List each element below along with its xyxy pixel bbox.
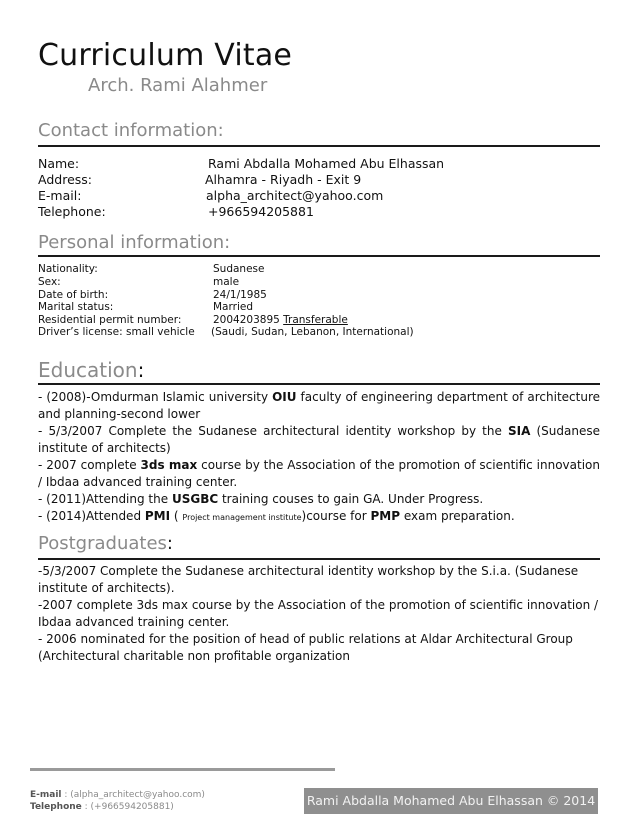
education-item: - 5/3/2007 Complete the Sudanese architectural identity workshop by the SIA (Sudanese institute of architects): [38, 424, 600, 455]
contact-email-value: alpha_architect@yahoo.com: [206, 188, 384, 203]
contact-email-label: E-mail:: [38, 188, 82, 203]
permit-number: 2004203895: [213, 314, 280, 326]
license-value: (Saudi, Sudan, Lebanon, International): [211, 326, 414, 338]
contact-name-value: Rami Abdalla Mohamed Abu Elhassan: [208, 156, 445, 171]
education-item: - (2014)Attended PMI ( Project management institute)course for PMP exam preparation.: [38, 509, 515, 523]
education-heading-text: Education: [38, 358, 138, 382]
sex-label: Sex:: [38, 276, 61, 288]
author-name: Arch. Rami Alahmer: [88, 75, 268, 96]
footer-contact: [30, 789, 205, 813]
footer-phone: Telephone : (+966594205881): [30, 802, 174, 812]
education-divider: [38, 383, 600, 385]
sex-value: male: [213, 276, 240, 288]
education-heading-colon: :: [137, 358, 145, 382]
footer-divider: [30, 768, 335, 771]
postgraduate-item: -2007 complete 3ds max course by the Association of the promotion of scientific innovation / Ibdaa advanced training center.: [38, 598, 599, 629]
postgraduates-divider: [38, 558, 600, 560]
education-item: - 2007 complete 3ds max course by the Association of the promotion of scientific innovation / Ibdaa advanced training center.: [38, 458, 600, 489]
personal-heading: Personal information:: [38, 232, 231, 253]
contact-heading: Contact information:: [38, 120, 224, 141]
permit-label: Residential permit number:: [38, 314, 182, 326]
education-item: - (2008)-Omdurman Islamic university OIU faculty of engineering department of architecture and planning-second lower: [38, 390, 601, 421]
education-item: - (2011)Attending the USGBC training couses to gain GA. Under Progress.: [38, 492, 484, 506]
education-heading: [38, 358, 144, 382]
postgraduates-heading-colon: :: [166, 533, 173, 554]
postgraduates-heading: [38, 533, 173, 554]
contact-name-label: Name:: [38, 156, 80, 171]
personal-divider: [38, 255, 600, 257]
dob-value: 24/1/1985: [213, 289, 267, 301]
postgraduate-item: - 2006 nominated for the position of head of public relations at Aldar Architectural Group (Architectural charitable non profitable organization: [38, 632, 573, 663]
marital-value: Married: [213, 301, 253, 313]
document-title: Curriculum Vitae: [38, 38, 293, 73]
contact-address-label: Address:: [38, 172, 92, 187]
education-list: [38, 389, 600, 526]
footer-copyright: Rami Abdalla Mohamed Abu Elhassan © 2014: [304, 788, 598, 814]
nationality-label: Nationality:: [38, 263, 98, 275]
nationality-value: Sudanese: [213, 263, 265, 275]
license-label: Driver’s license: small vehicle: [38, 326, 195, 338]
contact-phone-label: Telephone:: [38, 204, 106, 219]
dob-label: Date of birth:: [38, 289, 109, 301]
postgraduates-list: [38, 563, 600, 665]
contact-divider: [38, 145, 600, 147]
permit-value: [213, 314, 348, 326]
postgraduate-item: -5/3/2007 Complete the Sudanese architectural identity workshop by the S.i.a. (Sudanese institute of architects).: [38, 564, 579, 595]
contact-address-value: Alhamra - Riyadh - Exit 9: [205, 172, 362, 187]
permit-transferable: Transferable: [283, 314, 348, 326]
marital-label: Marital status:: [38, 301, 114, 313]
postgraduates-heading-text: Postgraduates: [38, 533, 167, 554]
footer-email: E-mail : (alpha_architect@yahoo.com): [30, 790, 205, 800]
contact-phone-value: +966594205881: [208, 204, 314, 219]
